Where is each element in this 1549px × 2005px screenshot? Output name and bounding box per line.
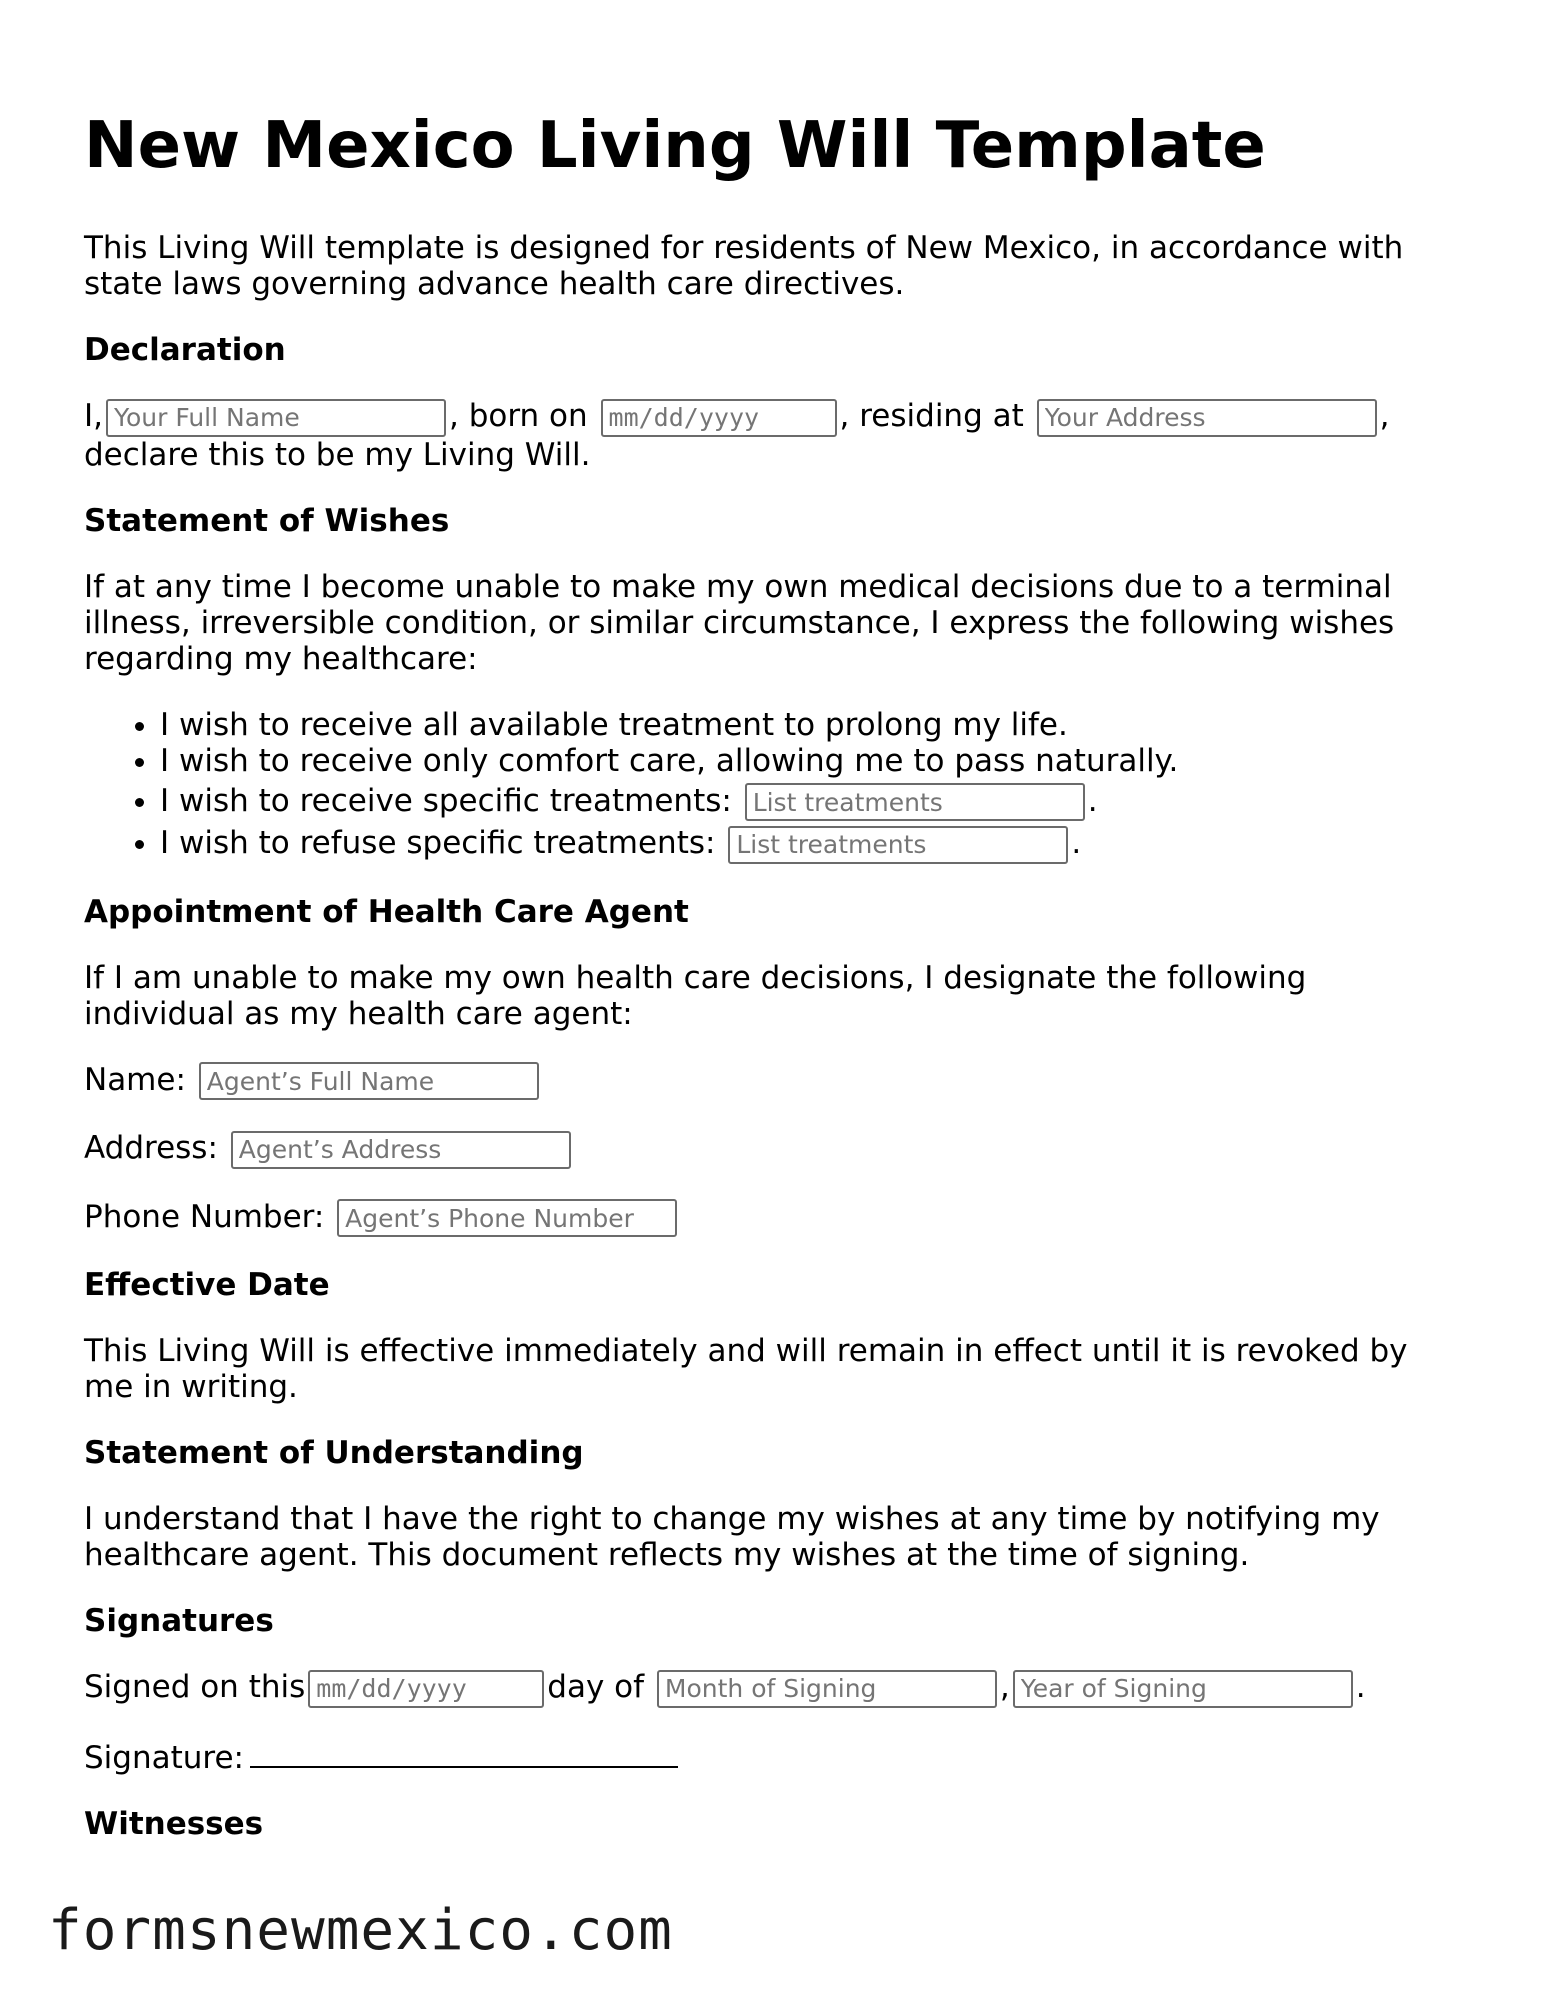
list-item: • I wish to receive only comfort care, allowing me to pass naturally. bbox=[160, 743, 1464, 779]
agent-heading: Appointment of Health Care Agent bbox=[84, 893, 689, 930]
intro-text: This Living Will template is designed for residents of New Mexico, in accordance with state laws governing advance health care directives. bbox=[84, 230, 1404, 302]
signing-month-input[interactable] bbox=[657, 1670, 997, 1708]
understanding-heading: Statement of Understanding bbox=[84, 1435, 584, 1471]
full-name-input[interactable] bbox=[106, 399, 446, 437]
list-item bbox=[160, 783, 1464, 822]
agent-phone-input[interactable] bbox=[337, 1199, 677, 1237]
residing-at-text: , residing at bbox=[839, 398, 1024, 434]
signed-on-row bbox=[84, 1669, 1464, 1708]
list-item bbox=[160, 825, 1464, 864]
wishes-list bbox=[84, 707, 1464, 864]
signatures-heading: Signatures bbox=[84, 1603, 274, 1639]
effective-heading: Effective Date bbox=[84, 1267, 330, 1303]
period: . bbox=[1355, 1669, 1366, 1705]
agent-name-row bbox=[84, 1062, 1464, 1101]
period: . bbox=[1087, 782, 1098, 819]
watermark-text: formsnewmexico.com bbox=[48, 1898, 673, 1963]
agent-address-label: Address: bbox=[84, 1130, 218, 1166]
declaration-heading: Declaration bbox=[84, 332, 286, 368]
born-on-text: , born on bbox=[449, 398, 588, 434]
list-item: • I wish to receive all available treatment to prolong my life. bbox=[160, 707, 1464, 743]
understanding-text: I understand that I have the right to change my wishes at any time by notifying my healthcare agent. This document reflects my wishes at the time of signing. bbox=[84, 1501, 1380, 1573]
signing-date-input[interactable] bbox=[308, 1670, 544, 1708]
day-of-label: day of bbox=[547, 1669, 645, 1705]
agent-name-label: Name: bbox=[84, 1061, 186, 1098]
refuse-treatments-input[interactable] bbox=[728, 826, 1068, 864]
wishes-text: If at any time I become unable to make my own medical decisions due to a terminal illness, irreversible condition, or similar circumstance, I express the following wishes regarding my healthcare: bbox=[84, 568, 1395, 677]
witnesses-heading: Witnesses bbox=[84, 1805, 264, 1842]
period: . bbox=[1071, 825, 1082, 861]
refuse-treatments-label: I wish to refuse specific treatments: bbox=[160, 825, 716, 861]
wishes-heading: Statement of Wishes bbox=[84, 502, 450, 539]
signature-line[interactable] bbox=[250, 1738, 678, 1768]
declaration-suffix: , declare this to be my Living Will. bbox=[84, 398, 1390, 473]
agent-phone-row bbox=[84, 1199, 1464, 1238]
signed-on-label: Signed on this bbox=[84, 1669, 306, 1705]
agent-address-row bbox=[84, 1130, 1464, 1169]
agent-text: If I am unable to make my own health care decisions, I designate the following individual as my health care agent: bbox=[84, 959, 1307, 1032]
signature-row bbox=[84, 1738, 1464, 1776]
address-input[interactable] bbox=[1037, 399, 1377, 437]
page-title: New Mexico Living Will Template bbox=[84, 109, 1266, 183]
birth-date-input[interactable] bbox=[601, 399, 837, 437]
receive-treatments-input[interactable] bbox=[745, 783, 1085, 821]
effective-text: This Living Will is effective immediately and will remain in effect until it is revoked by me in writing. bbox=[84, 1333, 1408, 1405]
agent-address-input[interactable] bbox=[231, 1131, 571, 1169]
signature-label: Signature: bbox=[84, 1739, 244, 1776]
agent-name-input[interactable] bbox=[199, 1062, 539, 1100]
receive-treatments-label: I wish to receive specific treatments: bbox=[160, 782, 732, 819]
declaration-paragraph bbox=[84, 398, 1464, 473]
agent-phone-label: Phone Number: bbox=[84, 1198, 325, 1235]
comma: , bbox=[999, 1669, 1010, 1705]
declaration-prefix: I, bbox=[84, 398, 103, 434]
signing-year-input[interactable] bbox=[1013, 1670, 1353, 1708]
document-page bbox=[84, 106, 1464, 1872]
